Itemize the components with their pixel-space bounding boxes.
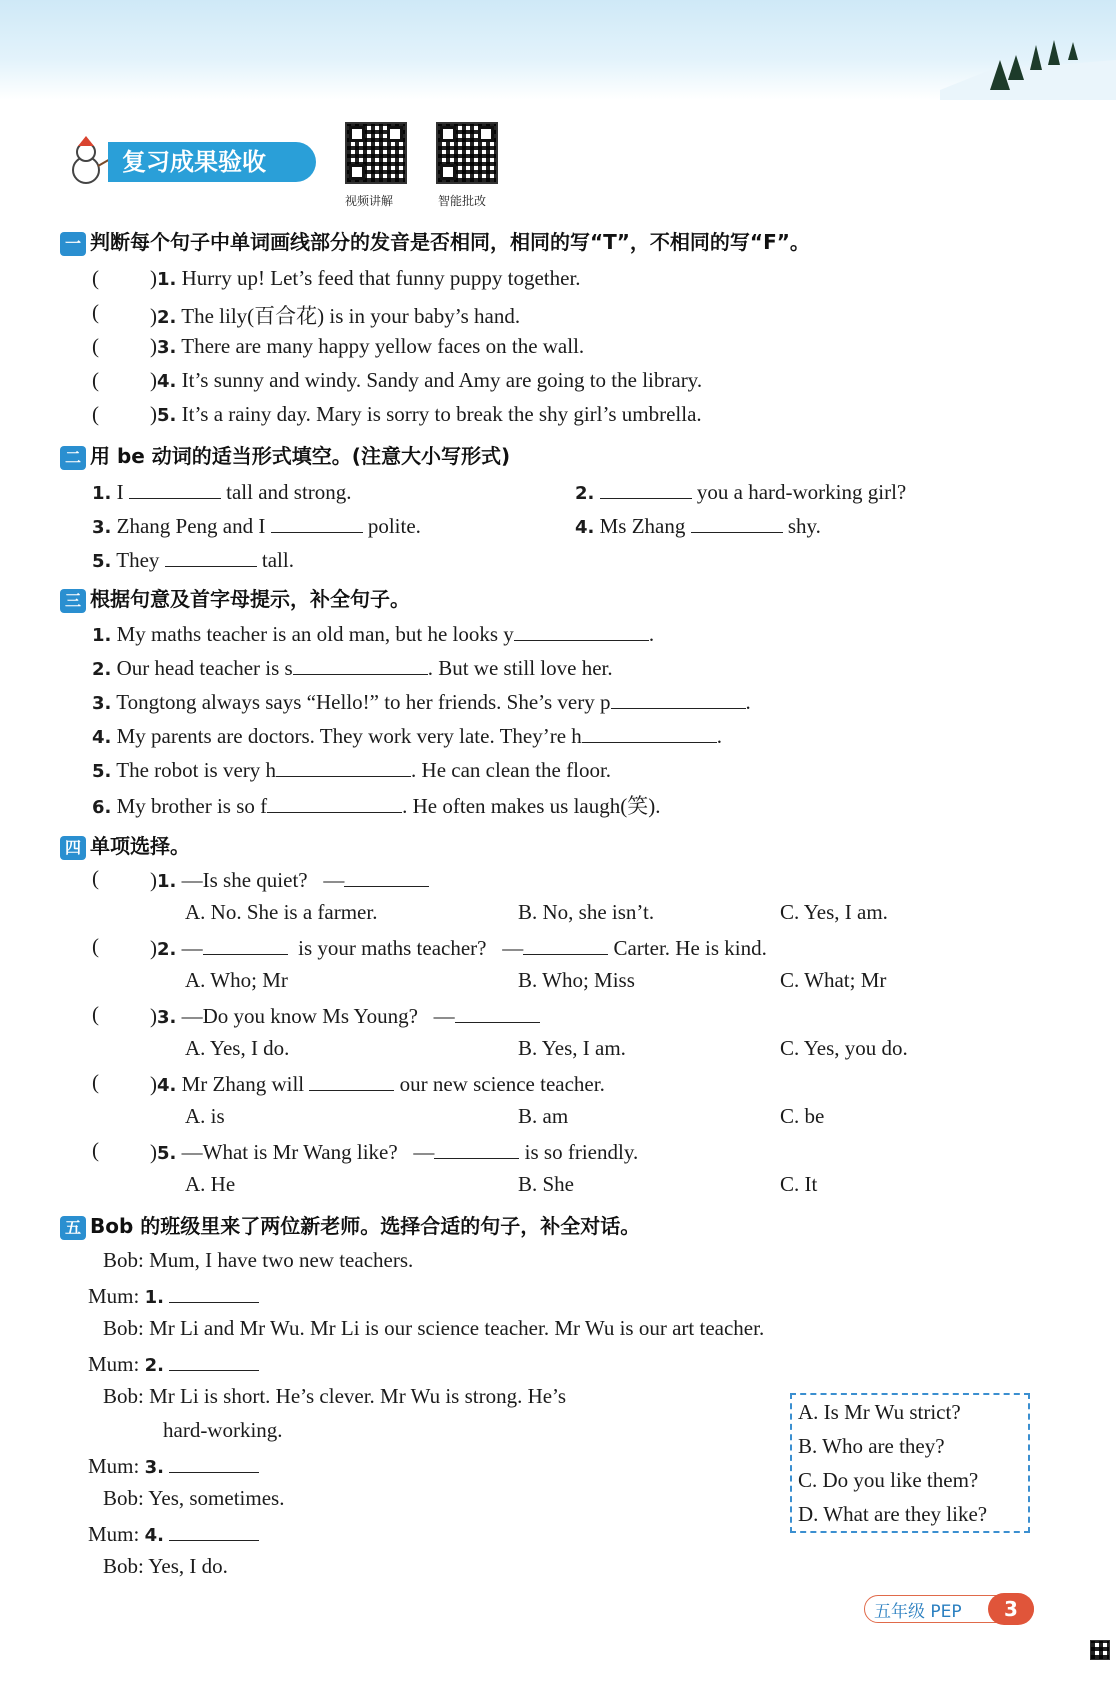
answer-paren[interactable]: ( (92, 402, 99, 426)
dialogue-mum-3: Mum: 3. (88, 1452, 259, 1479)
s2-item-3: 3. Zhang Peng and I polite. (92, 514, 421, 538)
s1-item-5: )5. It’s a rainy day. Mary is sorry to break the shy girl’s umbrella. (150, 402, 702, 426)
s3-item-3: 3. Tongtong always says “Hello!” to her friends. She’s very p . (92, 690, 751, 714)
answer-paren[interactable]: ( (92, 334, 99, 358)
answer-blank[interactable] (455, 1002, 540, 1023)
dialogue-mum-1: Mum: 1. (88, 1282, 259, 1309)
s4-q1-option-a[interactable]: A. No. She is a farmer. (185, 900, 378, 924)
answer-paren[interactable]: ( (92, 1002, 99, 1026)
section-2-heading (60, 440, 510, 470)
dialogue-bob-5: Bob: Yes, I do. (103, 1554, 228, 1578)
answer-blank[interactable] (267, 792, 402, 813)
option-d[interactable]: D. What are they like? (798, 1502, 988, 1526)
section-5-title: Bob 的班级里来了两位新老师。选择合适的句子，补全对话。 (90, 1214, 641, 1238)
s4-q4-option-a[interactable]: A. is (185, 1104, 225, 1128)
section-4-number: 四 (60, 836, 86, 860)
section-5-number: 五 (60, 1216, 86, 1240)
page-title: 复习成果验收 (108, 142, 316, 182)
s4-q3: )3. —Do you know Ms Young? — (150, 1002, 540, 1029)
s1-item-1: )1. Hurry up! Let’s feed that funny puppy together. (150, 266, 581, 290)
dialogue-bob-1: Bob: Mum, I have two new teachers. (103, 1248, 414, 1272)
s4-q5-option-a[interactable]: A. He (185, 1172, 236, 1196)
answer-blank[interactable] (309, 1070, 394, 1091)
s2-item-5: 5. They tall. (92, 548, 294, 572)
corner-qr-icon (1090, 1640, 1110, 1660)
trees-illustration (930, 20, 1116, 100)
answer-blank[interactable] (203, 934, 288, 955)
option-a[interactable]: A. Is Mr Wu strict? (798, 1400, 961, 1424)
answer-blank[interactable] (165, 546, 257, 567)
section-3-number: 三 (60, 589, 86, 613)
s4-q3-option-c[interactable]: C. Yes, you do. (780, 1036, 908, 1060)
s4-q4: )4. Mr Zhang will our new science teacher. (150, 1072, 605, 1096)
section-2-number: 二 (60, 446, 86, 470)
answer-blank[interactable] (169, 1452, 259, 1473)
section-4-title: 单项选择。 (90, 834, 190, 858)
answer-blank[interactable] (523, 934, 608, 955)
answer-blank[interactable] (169, 1282, 259, 1303)
qr-code-grading[interactable] (436, 122, 498, 184)
section-3-title: 根据句意及首字母提示，补全句子。 (90, 587, 410, 611)
s1-item-3: )3. There are many happy yellow faces on the wall. (150, 334, 585, 358)
s4-q2-option-c[interactable]: C. What; Mr (780, 968, 887, 992)
answer-paren[interactable]: ( (92, 934, 99, 958)
s1-item-4: )4. It’s sunny and windy. Sandy and Amy are going to the library. (150, 368, 703, 392)
s3-item-4: 4. My parents are doctors. They work very late. They’re h . (92, 724, 723, 748)
answer-paren[interactable]: ( (92, 1070, 99, 1094)
answer-paren[interactable]: ( (92, 300, 99, 324)
s2-item-1: 1. I tall and strong. (92, 480, 352, 504)
dialogue-bob-4: Bob: Yes, sometimes. (103, 1486, 285, 1510)
s3-item-1: 1. My maths teacher is an old man, but he looks y . (92, 622, 655, 646)
section-4-heading (60, 830, 190, 860)
qr-code-video[interactable] (345, 122, 407, 184)
s4-q1-option-c[interactable]: C. Yes, I am. (780, 900, 888, 924)
s4-q5: )5. —What is Mr Wang like? — is so friendly. (150, 1140, 639, 1164)
s4-q1: )1. —Is she quiet? — (150, 866, 429, 893)
answer-blank[interactable] (169, 1350, 259, 1371)
s3-item-6: 6. My brother is so f . He often makes us laugh(笑). (92, 794, 661, 818)
dialogue-bob-3: Bob: Mr Li is short. He’s clever. Mr Wu is strong. He’s (103, 1384, 567, 1408)
answer-paren[interactable]: ( (92, 368, 99, 392)
s4-q2: )2. — is your maths teacher? — Carter. He is kind. (150, 936, 767, 960)
section-1-number: 一 (60, 232, 86, 256)
section-1-title: 判断每个句子中单词画线部分的发音是否相同，相同的写“T”，不相同的写“F”。 (90, 230, 810, 254)
section-title-banner (60, 136, 320, 186)
s2-item-4: 4. Ms Zhang shy. (575, 514, 821, 538)
s4-q1-option-b[interactable]: B. No, she isn’t. (518, 900, 655, 924)
s4-q3-option-a[interactable]: A. Yes, I do. (185, 1036, 290, 1060)
s4-q5-option-c[interactable]: C. It (780, 1172, 818, 1196)
s3-item-2: 2. Our head teacher is s . But we still love her. (92, 656, 613, 680)
dialogue-mum-2: Mum: 2. (88, 1350, 259, 1377)
section-1-heading (60, 226, 810, 256)
s1-item-2: )2. The lily(百合花) is in your baby’s hand. (150, 304, 521, 328)
dialogue-bob-2: Bob: Mr Li and Mr Wu. Mr Li is our science teacher. Mr Wu is our art teacher. (103, 1316, 765, 1340)
s2-item-2: 2. you a hard-working girl? (575, 480, 907, 504)
answer-blank[interactable] (293, 654, 428, 675)
s4-q5-option-b[interactable]: B. She (518, 1172, 575, 1196)
answer-blank[interactable] (344, 866, 429, 887)
s4-q4-option-b[interactable]: B. am (518, 1104, 569, 1128)
qr-caption-grading: 智能批改 (438, 194, 487, 208)
s4-q2-option-b[interactable]: B. Who; Miss (518, 968, 635, 992)
page-number: 3 (988, 1593, 1034, 1625)
answer-blank[interactable] (691, 512, 783, 533)
dialogue-bob-3-cont: hard-working. (163, 1418, 283, 1442)
answer-blank[interactable] (434, 1138, 519, 1159)
answer-blank[interactable] (276, 756, 411, 777)
footer-grade: 五年级 PEP (874, 1602, 962, 1622)
qr-caption-video: 视频讲解 (345, 194, 394, 208)
s4-q3-option-b[interactable]: B. Yes, I am. (518, 1036, 626, 1060)
dialogue-mum-4: Mum: 4. (88, 1520, 259, 1547)
section-5-heading (60, 1210, 640, 1240)
answer-paren[interactable]: ( (92, 266, 99, 290)
option-b[interactable]: B. Who are they? (798, 1434, 945, 1458)
s3-item-5: 5. The robot is very h . He can clean the floor. (92, 758, 612, 782)
section-3-heading (60, 583, 410, 613)
answer-blank[interactable] (582, 722, 717, 743)
section-2-title: 用 be 动词的适当形式填空。(注意大小写形式) (90, 444, 511, 468)
s4-q4-option-c[interactable]: C. be (780, 1104, 825, 1128)
answer-blank[interactable] (169, 1520, 259, 1541)
s4-q2-option-a[interactable]: A. Who; Mr (185, 968, 288, 992)
answer-blank[interactable] (611, 688, 746, 709)
answer-blank[interactable] (600, 478, 692, 499)
answer-paren[interactable]: ( (92, 866, 99, 890)
answer-blank[interactable] (514, 620, 649, 641)
answer-blank[interactable] (271, 512, 363, 533)
answer-paren[interactable]: ( (92, 1138, 99, 1162)
answer-blank[interactable] (129, 478, 221, 499)
option-c[interactable]: C. Do you like them? (798, 1468, 979, 1492)
